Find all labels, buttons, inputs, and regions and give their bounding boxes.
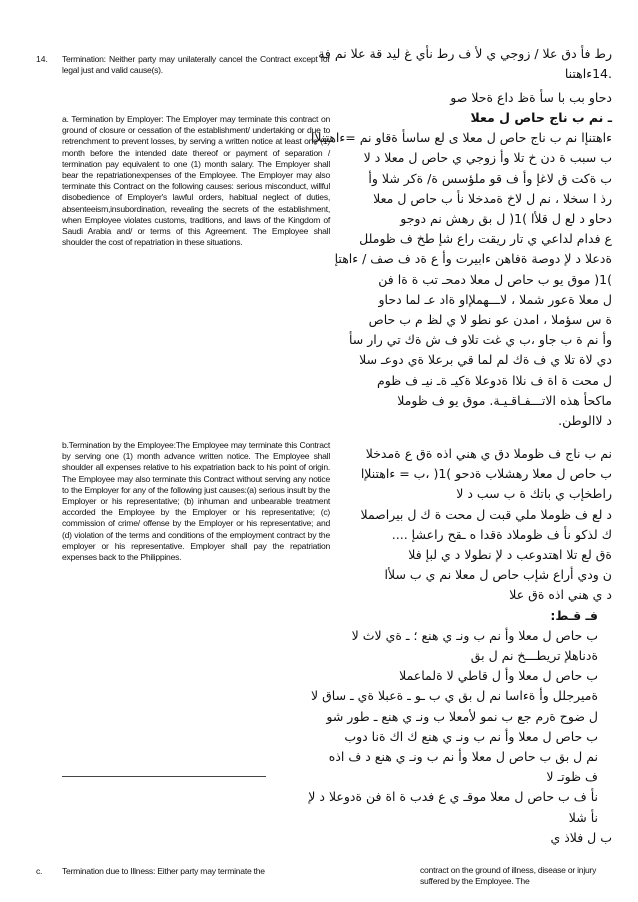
arabic-clause-b bbox=[308, 444, 612, 848]
arabic-line: نم ب ناج ف ظوملا دق ي هني اذه ةق ع ةمدخلا bbox=[365, 446, 612, 461]
arabic-line: ب حاص ل معلا وأ نم ب ونـ ي هنع ؛ ـ ةي لاث لا bbox=[351, 627, 598, 643]
arabic-line: ع فدام لداعي ي تار ريقت راع شإ طخ ف ظوملل bbox=[359, 231, 612, 247]
arabic-line: ل ضوح ةرم جع ب نمو لأمعلا ب ونـ ي هنع ـ طور شو bbox=[326, 708, 598, 724]
clause-c-label: c. bbox=[36, 866, 43, 876]
clause-a-text bbox=[62, 114, 330, 248]
clause-14-number: 14. bbox=[36, 54, 48, 64]
arabic-line: ك لذكو نأ ف ظوملاد ةقدا ه ـقح راعشإ .... bbox=[391, 526, 612, 542]
arabic-line: ب حاص ل معلا وأ نم ب ونـ ي هنع ك اك ةنا دوب bbox=[344, 728, 598, 744]
arabic-heading-a: ـ نم ب ناج حاص ل معلا bbox=[470, 110, 612, 125]
arabic-line: نأ شلا bbox=[568, 809, 598, 825]
arabic-line: ماكحأ هذه الاتـــفـاقـيـة. موق يو ف ظوملا bbox=[397, 392, 612, 408]
arabic-line: ةق لع تلا اهتدوعب د لإ نطولا د ي لبإ فلا bbox=[408, 547, 612, 563]
clause-b-text bbox=[62, 440, 330, 563]
arabic-line: ل معلا ةعور شملا ، لاـــهملإاو ةاد عـ لما دحاو bbox=[378, 291, 612, 307]
arabic-fact-heading: فـ قـط: bbox=[550, 607, 598, 623]
clause-14-paragraph: Termination: Neither party may unilaterally cancel the Contract except for legal just and valid cause(s). bbox=[62, 54, 330, 76]
arabic-line: .14ءاهتنا bbox=[564, 66, 612, 82]
arabic-line: ةميرجلل وأ ةءاسا نم ل بق ي ب ـو ـ ةعبلا ةي ـ ساق لا bbox=[310, 688, 598, 704]
arabic-line: د لاالوطن. bbox=[558, 413, 612, 429]
arabic-line: رذ ا سخلا ، نم ل لاخ ةمدخلا نأ ب حاص ل معلا bbox=[373, 190, 612, 206]
footnote-divider bbox=[62, 776, 266, 777]
arabic-line: ب ل فلاذ ي bbox=[550, 829, 612, 845]
arabic-line: ة س سؤملا ، امدن عو نطو لا ي لظ م ب حاص bbox=[368, 312, 612, 328]
arabic-line: ف ظوتـ لا bbox=[546, 769, 598, 785]
clause-14-text bbox=[62, 54, 330, 76]
arabic-line: دي لاة تلا ي ف ةك لم لما قي برعلا ةي دوعـ سلا bbox=[359, 352, 612, 368]
arabic-line: د لع ف ظوملا ملي قبت ل محت ة ك ل بيراصملا bbox=[360, 506, 612, 522]
arabic-line: ل محت ة اة ف نلاا ةدوعلا ةكيـ ةـ نيـ ف ظوم bbox=[377, 372, 612, 388]
arabic-line: ب حاص ل معلا وأ ل قاطي لا ةلماعملا bbox=[399, 668, 598, 684]
arabic-line: ب ةكت ق لاغإ وأ ف قو ملؤسس ة/ ةكر شلا وأ bbox=[368, 170, 612, 186]
arabic-line: ءاهتنإا نم ب ناج حاص ل معلا ى لع ساسأ ةقاو نم =ءاهتنلإا bbox=[310, 130, 612, 146]
arabic-line: ن ودي أراع شإب حاص ل معلا نم ي ب سلأا bbox=[384, 567, 612, 583]
arabic-line: دحاو د لع ل قلأا )1( ل بق رهش نم دوجو bbox=[400, 211, 612, 227]
arabic-line: دحاو بب با سأ ةظ داع ةحلا صو bbox=[450, 90, 612, 106]
arabic-line: نأ ف ب حاص ل معلا موقـ ي ع فدب ة اة فن ةدوعلا د لإ bbox=[308, 789, 598, 805]
arabic-line: وأ نم ة ب جاو ،ب ي غت تلاو ف ش ةك تي رار سأ bbox=[349, 332, 612, 348]
arabic-line: راطخإب ي باتك ة ب سب د لا bbox=[456, 486, 612, 502]
arabic-line: د ي هني اذه ةق علا bbox=[509, 587, 612, 603]
arabic-line: نم ل بق ب حاص ل معلا وأ نم ب ونـ ي هنع د ف اذه bbox=[328, 749, 598, 765]
clause-b-paragraph: b.Termination by the Employee:The Employee may terminate this Contract by serving one (1) month advance written notice. The Employee shall shoulder all expenses relative to his expatriation back to his point of origin. The Employee may also terminate this Contract without serving any notice to the Employer for any of the following just causes:(a) serious insult by the Employer or his representative; (b) inhuman and unbearable treatment accorded the Employee by the Employer or his representative; (c) commission of crime/ offense by the Employer or his representative; and (d) violation of the terms and conditions of the employment contract by the employer or his representative. Employer shall pay the repatriation expenses back to the Philippines. bbox=[62, 440, 330, 563]
arabic-clause-a bbox=[310, 108, 612, 431]
arabic-line: ةدناهلإ تريطـــخ نم ل بق bbox=[470, 648, 598, 664]
arabic-line: رط فأ دق علا / زوجي ي لأ ف رط نأي غ ليد قة علا نم فة bbox=[318, 46, 612, 61]
arabic-line: )1( موق يو ب حاص ل معلا دمحـ تب ة ةا فن bbox=[378, 271, 612, 287]
arabic-line: ةدعلا د لإ دوصة ةفاهن ءابيرت وأ ع ةد ف صف / ءاهتإ bbox=[334, 251, 612, 267]
clause-c-text: Termination due to Illness: Either party may terminate the bbox=[62, 866, 265, 876]
clause-c-continuation: contract on the ground of illness, disease or injury suffered by the Employee. The bbox=[420, 865, 597, 886]
arabic-line: ب سبب ة دن خ تلا وأ زوجي ي حاص ل معلا د لا bbox=[363, 150, 612, 166]
arabic-line: ب حاص ل معلا رهشلاب ةدحو )1( ،ب = ءاهتنلإا bbox=[360, 466, 612, 482]
clause-a-paragraph: a. Termination by Employer: The Employer may terminate this contract on ground of closure or cessation of the establishment/ undertaking or due to retrenchment to prevent losses, by serving a written notice at least one (1) month before the intended date thereof or payment of separation / termination pay equivalent to one (1) month salary. The Employer shall bear the repatriationexpenses of the Employee. The Employer may also terminate this Contract on the following causes: serious misconduct, willful disobedience of Employer's lawful orders, habitual neglect of duties, absenteeism,insubordination, revealing the secrets of the establishment, when Employee violates customs, traditions, and laws of the Kingdom of Saudi Arabia and/ or terms of this Agreement. The Employee shall shoulder the cost of repatriation in these situations. bbox=[62, 114, 330, 248]
arabic-clause-14 bbox=[318, 44, 612, 109]
